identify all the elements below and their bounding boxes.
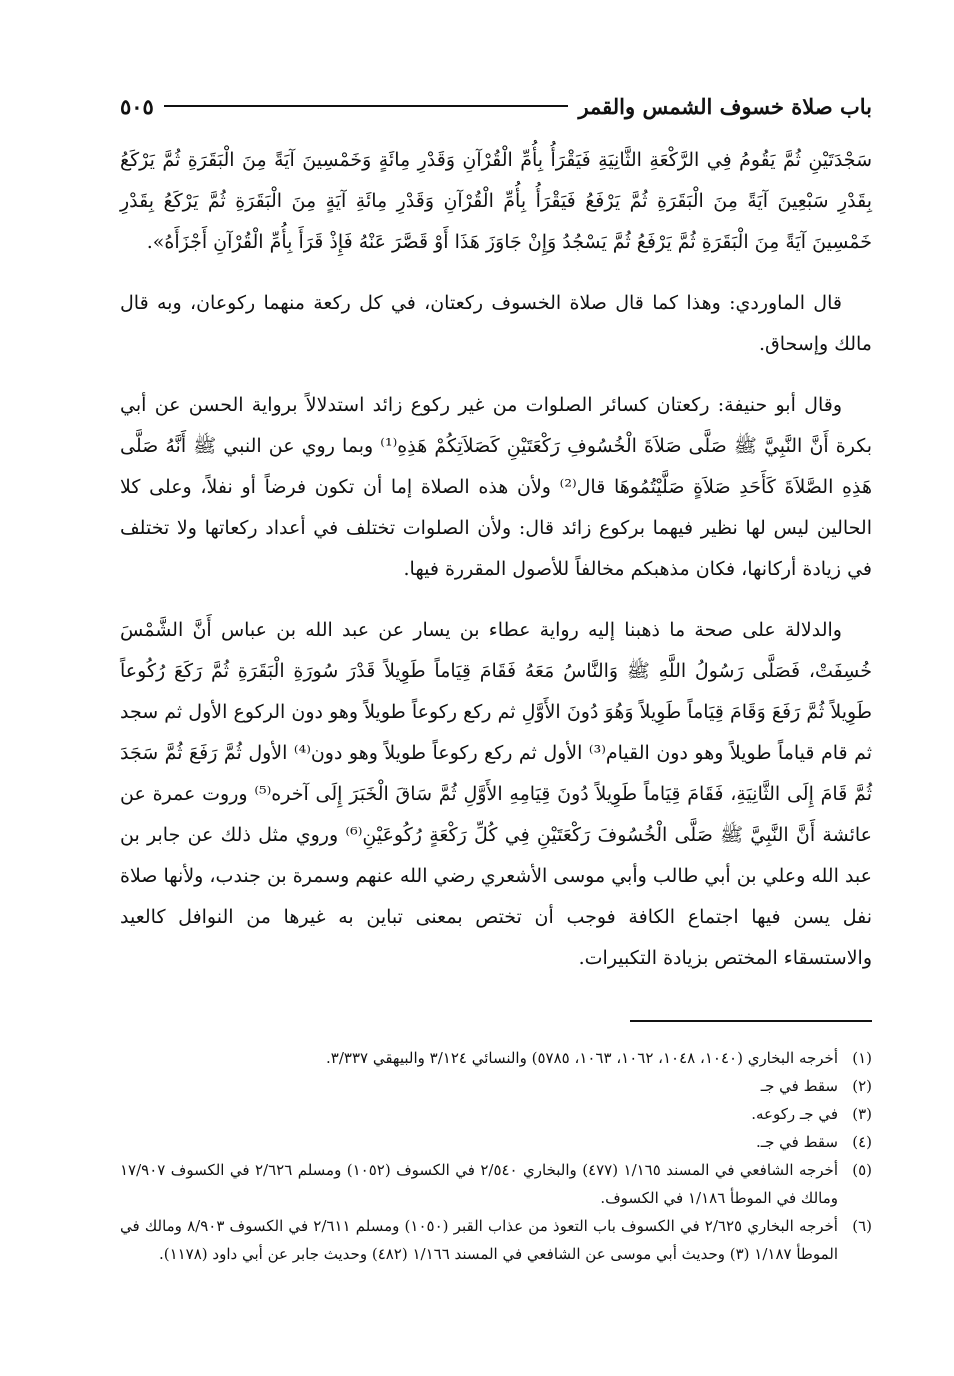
page-number: ٥٠٥ xyxy=(120,93,154,119)
footnote-number: (٤) xyxy=(852,1133,872,1151)
footnote-text: سقط في جـ xyxy=(760,1077,838,1095)
footnote-text: أخرجه الشافعي في المسند ١/١٦٥ (٤٧٧) والبخاري ٢/٥٤٠ في الكسوف (١٠٥٢) ومسلم ٢/٦٢٦ في الكسوف ١٧/٩٠٧ ومالك في الموطأ ١/١٨٦ في الكسوف. xyxy=(120,1161,838,1207)
footnote-number: (٢) xyxy=(852,1077,872,1095)
main-text xyxy=(120,140,872,999)
footnote xyxy=(120,1072,872,1100)
footnote-text: في جـ ركوعه. xyxy=(751,1105,838,1123)
footnote-text: سقط في جـ. xyxy=(755,1133,838,1151)
footnote xyxy=(120,1128,872,1156)
paragraph: سَجْدَتَيْنِ ثُمَّ يَقُومُ فِي الرَّكْعَةِ الثَّانِيَةِ فَيَقْرَأُ بِأُمِّ الْقُرْآنِ وَقَدْرِ مِائَةٍ وَخَمْسِينَ آيَةً مِنَ الْبَقَرَةِ ثُمَّ يَرْكَعُ بِقَدْرِ سَبْعِينَ آيَةً مِنَ الْبَقَرَةِ ثُمَّ يَرْفَعُ فَيَقْرَأُ بِأُمِّ الْقُرْآنِ وَقَدْرِ مِائَةِ آيَةٍ مِنَ الْبَقَرَةِ ثُمَّ يَرْكَعُ بِقَدْرِ خَمْسِينَ آيَةً مِنَ الْبَقَرَةِ ثُمَّ يَرْفَعُ ثُمَّ يَسْجُدُ وَإِنْ جَاوَزَ هَذَا أَوْ قَصَّرَ عَنْهُ فَإِذْ قَرَأَ بِأُمِّ الْقُرْآنِ أَجْزَأَهُ». xyxy=(120,149,872,253)
footnote-text: أخرجه البخاري ٢/٦٢٥ في الكسوف باب التعوذ من عذاب القبر (١٠٥٠) ومسلم ٢/٦١١ في الكسوف ٨/٩٠٣ ومالك في الموطأ ١/١٨٧ (٣) وحديث أبي موسى عن الشافعي في المسند ١/١٦٦ (٤٨٢) وحديث جابر عن أبي داود (١١٧٨). xyxy=(120,1217,838,1263)
footnote xyxy=(120,1100,872,1128)
footnote-number: (٣) xyxy=(852,1105,872,1123)
paragraph: وقال أبو حنيفة: ركعتان كسائر الصلوات من غير ركوع زائد استدلالاً برواية الحسن عن أبي بكرة أَنَّ النَّبِيَّ ﷺ صَلَّى صَلاَةَ الْخُسُوفِ رَكْعَتَيْنِ كَصَلاَتِكُمْ هَذِهِ⁽¹⁾ وبما روي عن النبي ﷺ أَنَّهُ صَلَّى هَذِهِ الصَّلاَةَ كَأَحَدِ صَلاَةٍ صَلَّيْتُمُوهَا قال⁽²⁾ ولأن هذه الصلاة إما أن تكون فرضاً أو نفلاً، وعلى كلا الحالين ليس لها نظير فيهما بركوع زائد قال: ولأن الصلوات تختلف في أعداد ركعاتها ولا تختلف في زيادة أركانها، فكان مذهبكم مخالفاً للأصول المقررة فيها. xyxy=(120,394,872,580)
paragraph: قال الماوردي: وهذا كما قال صلاة الخسوف ركعتان، في كل ركعة منهما ركوعان، وبه قال مالك وإسحاق. xyxy=(120,292,872,355)
footnote-separator xyxy=(630,1020,872,1022)
footnote-number: (٥) xyxy=(852,1161,872,1179)
page-header xyxy=(120,86,872,126)
footnote-number: (١) xyxy=(852,1049,872,1067)
header-rule xyxy=(164,105,569,107)
footnote-text: أخرجه البخاري (١٠٤٠، ١٠٤٨، ١٠٦٢، ١٠٦٣، ٥٧٨٥) والنسائي ٣/١٢٤ والبيهقي ٣/٣٣٧. xyxy=(326,1049,838,1067)
footnote xyxy=(120,1044,872,1072)
footnote xyxy=(120,1156,872,1212)
chapter-title: باب صلاة خسوف الشمس والقمر xyxy=(578,93,872,119)
footnotes xyxy=(120,1044,872,1268)
footnote xyxy=(120,1212,872,1268)
paragraph: والدلالة على صحة ما ذهبنا إليه رواية عطاء بن يسار عن عبد الله بن عباس أَنَّ الشَّمْسَ خُسِفَتْ، فَصَلَّى رَسُولُ اللَّهِ ﷺ وَالنَّاسُ مَعَهُ فَقَامَ قِيَاماً طَوِيلاً قَدْرَ سُورَةِ الْبَقَرَةِ ثُمَّ رَكَعَ رُكُوعاً طَوِيلاً ثُمَّ رَفَعَ وَقَامَ قِيَاماً طَوِيلاً وَهُوَ دُونَ الأَوَّلِ ثم ركع ركوعاً طويلاً وهو دون الركوع الأول ثم سجد ثم قام قياماً طويلاً وهو دون القيام⁽³⁾ الأول ثم ركع ركوعاً طويلاً وهو دون⁽⁴⁾ الأول ثُمَّ رَفَعَ ثُمَّ سَجَدَ ثُمَّ قَامَ إِلَى الثَّانِيَةِ، فَقَامَ قِيَاماً طَوِيلاً دُونَ قِيَامِهِ الأَوَّلِ ثُمَّ سَاقَ الْخَبَرَ إِلَى آخره⁽⁵⁾ وروت عمرة عن عائشة أَنَّ النَّبِيَّ ﷺ صَلَّى الْخُسُوفَ رَكْعَتَيْنِ فِي كُلِّ رَكْعَةٍ رُكُوعَيْنِ⁽⁶⁾ وروي مثل ذلك عن جابر بن عبد الله وعلي بن أبي طالب وأبي موسى الأشعري رضي الله عنهم وسمرة بن جندب، ولأنها صلاة نفل يسن فيها اجتماع الكافة فوجب أن تختص بمعنى تباين به غيرها من النوافل كالعيد والاستسقاء المختص بزيادة التكبيرات. xyxy=(120,619,873,969)
footnote-number: (٦) xyxy=(852,1217,872,1235)
